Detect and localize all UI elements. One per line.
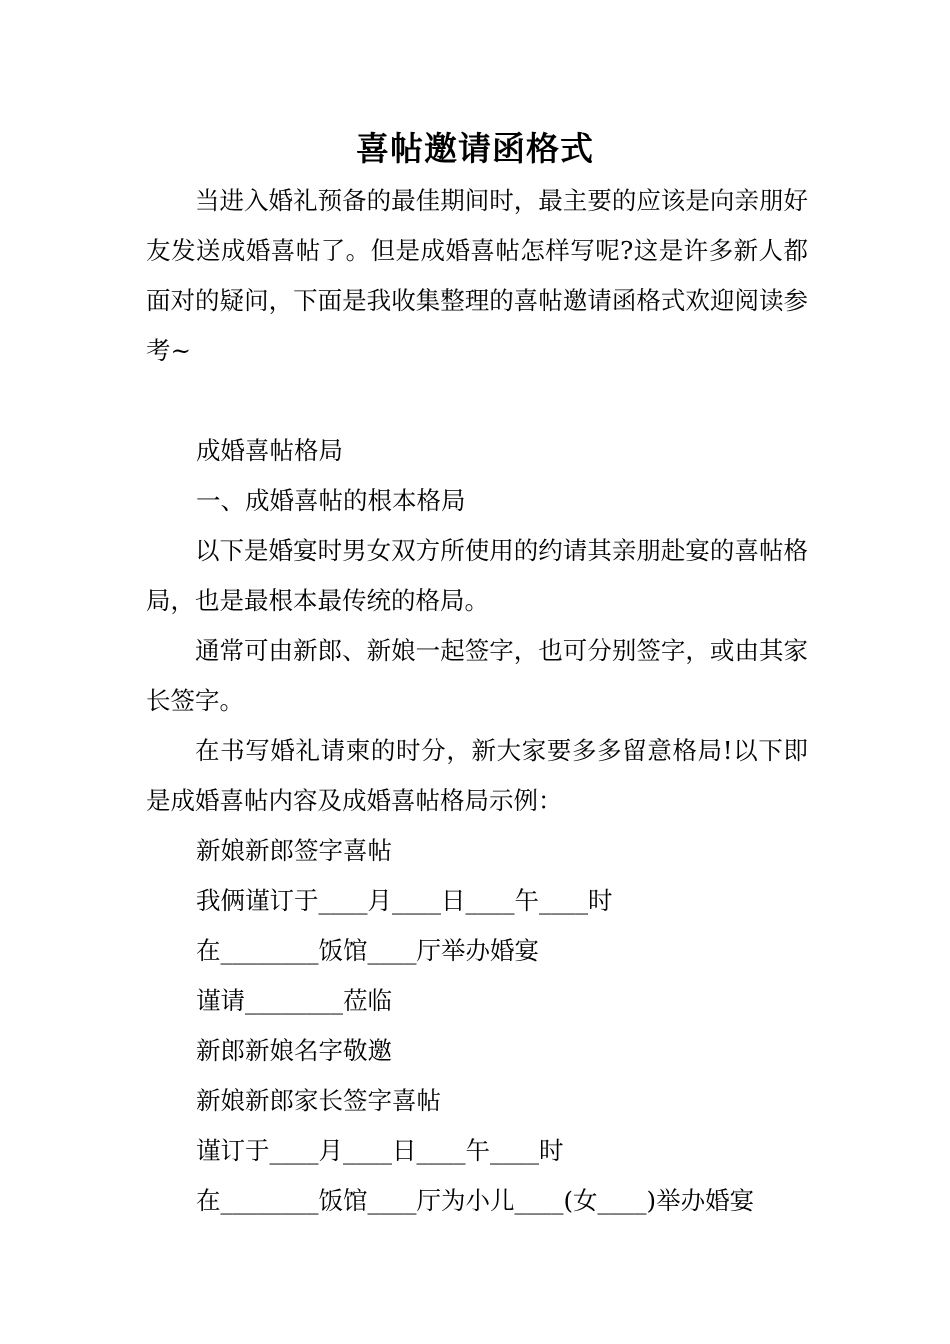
example-2-line-date: 谨订于____月____日____午____时 — [196, 1136, 564, 1165]
subsection-heading: 一、成婚喜帖的根本格局 — [196, 486, 466, 515]
paragraph-signing: 通常可由新郎、新娘一起签字，也可分别签字，或由其家长签字。 — [146, 636, 808, 715]
example-1-line-venue: 在________饭馆____厅举办婚宴 — [196, 936, 539, 965]
example-1-line-signature: 新郎新娘名字敬邀 — [196, 1036, 392, 1065]
paragraph-basic-format: 以下是婚宴时男女双方所使用的约请其亲朋赴宴的喜帖格局，也是最根本最传统的格局。 — [146, 536, 808, 615]
document-body — [146, 176, 808, 1226]
example-2-title: 新娘新郎家长签字喜帖 — [196, 1086, 441, 1115]
section-heading: 成婚喜帖格局 — [196, 436, 343, 465]
document-title: 喜帖邀请函格式 — [356, 129, 594, 168]
example-1-title: 新娘新郎签字喜帖 — [196, 836, 392, 865]
example-1-line-invite: 谨请________莅临 — [196, 986, 392, 1015]
blank-line — [146, 376, 808, 426]
paragraph-writing-note: 在书写婚礼请柬的时分，新大家要多多留意格局!以下即是成婚喜帖内容及成婚喜帖格局示例： — [146, 736, 808, 815]
example-2-line-venue: 在________饭馆____厅为小儿____(女____)举办婚宴 — [196, 1186, 755, 1215]
intro-paragraph: 当进入婚礼预备的最佳期间时，最主要的应该是向亲朋好友发送成婚喜帖了。但是成婚喜帖怎样写呢?这是许多新人都面对的疑问，下面是我收集整理的喜帖邀请函格式欢迎阅读参考~ — [146, 186, 808, 365]
example-1-line-date: 我俩谨订于____月____日____午____时 — [196, 886, 613, 915]
